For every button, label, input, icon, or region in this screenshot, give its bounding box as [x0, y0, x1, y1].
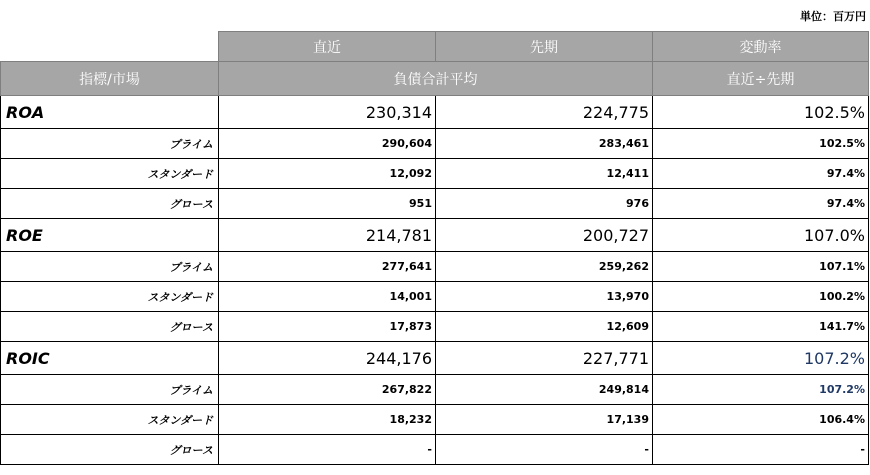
cell-prior: 283,461 — [436, 129, 653, 159]
cell-rate: 107.0% — [653, 219, 869, 252]
cell-prior: 249,814 — [436, 375, 653, 405]
cell-latest: 244,176 — [219, 342, 436, 375]
cell-prior: 227,771 — [436, 342, 653, 375]
cell-latest: 18,232 — [219, 405, 436, 435]
row-name: プライム — [1, 375, 219, 405]
header-formula: 直近÷先期 — [653, 62, 869, 96]
row-name: グロース — [1, 312, 219, 342]
header-blank-cell — [1, 32, 219, 62]
row-name: ROIC — [1, 342, 219, 375]
unit-label: 単位：百万円 — [800, 10, 866, 23]
cell-prior: 13,970 — [436, 282, 653, 312]
table-row — [1, 189, 869, 219]
table-row-roic — [1, 342, 869, 375]
cell-latest: 17,873 — [219, 312, 436, 342]
table-row — [1, 129, 869, 159]
cell-latest: - — [219, 435, 436, 465]
row-name: グロース — [1, 189, 219, 219]
cell-latest: 267,822 — [219, 375, 436, 405]
table-row — [1, 435, 869, 465]
header-change-rate: 変動率 — [653, 32, 869, 62]
row-name: スタンダード — [1, 159, 219, 189]
table-row — [1, 405, 869, 435]
table-row — [1, 159, 869, 189]
cell-rate: 102.5% — [653, 129, 869, 159]
cell-rate: 97.4% — [653, 159, 869, 189]
table-row-roe — [1, 219, 869, 252]
header-indicator-market: 指標/市場 — [1, 62, 219, 96]
header-row-metric — [1, 62, 869, 96]
cell-rate: 107.1% — [653, 252, 869, 282]
cell-latest: 290,604 — [219, 129, 436, 159]
cell-latest: 12,092 — [219, 159, 436, 189]
table-row — [1, 312, 869, 342]
cell-prior: 17,139 — [436, 405, 653, 435]
cell-prior: 224,775 — [436, 96, 653, 129]
row-name: スタンダード — [1, 405, 219, 435]
cell-prior: 12,411 — [436, 159, 653, 189]
table-row — [1, 252, 869, 282]
cell-rate: 102.5% — [653, 96, 869, 129]
table-row — [1, 375, 869, 405]
row-name: ROA — [1, 96, 219, 129]
cell-latest: 277,641 — [219, 252, 436, 282]
row-name: プライム — [1, 129, 219, 159]
table-row — [1, 282, 869, 312]
cell-rate: 107.2% — [653, 342, 869, 375]
cell-latest: 214,781 — [219, 219, 436, 252]
liability-table — [0, 31, 869, 465]
cell-prior: - — [436, 435, 653, 465]
cell-prior: 12,609 — [436, 312, 653, 342]
header-row-periods — [1, 32, 869, 62]
row-name: ROE — [1, 219, 219, 252]
cell-prior: 200,727 — [436, 219, 653, 252]
table-row-roa — [1, 96, 869, 129]
cell-prior: 259,262 — [436, 252, 653, 282]
header-latest: 直近 — [219, 32, 436, 62]
row-name: グロース — [1, 435, 219, 465]
cell-prior: 976 — [436, 189, 653, 219]
cell-rate: 107.2% — [653, 375, 869, 405]
header-prior: 先期 — [436, 32, 653, 62]
cell-rate: 100.2% — [653, 282, 869, 312]
cell-latest: 951 — [219, 189, 436, 219]
cell-rate: 106.4% — [653, 405, 869, 435]
cell-rate: 97.4% — [653, 189, 869, 219]
cell-rate: 141.7% — [653, 312, 869, 342]
row-name: スタンダード — [1, 282, 219, 312]
cell-latest: 230,314 — [219, 96, 436, 129]
header-metric: 負債合計平均 — [219, 62, 653, 96]
cell-latest: 14,001 — [219, 282, 436, 312]
row-name: プライム — [1, 252, 219, 282]
cell-rate: - — [653, 435, 869, 465]
